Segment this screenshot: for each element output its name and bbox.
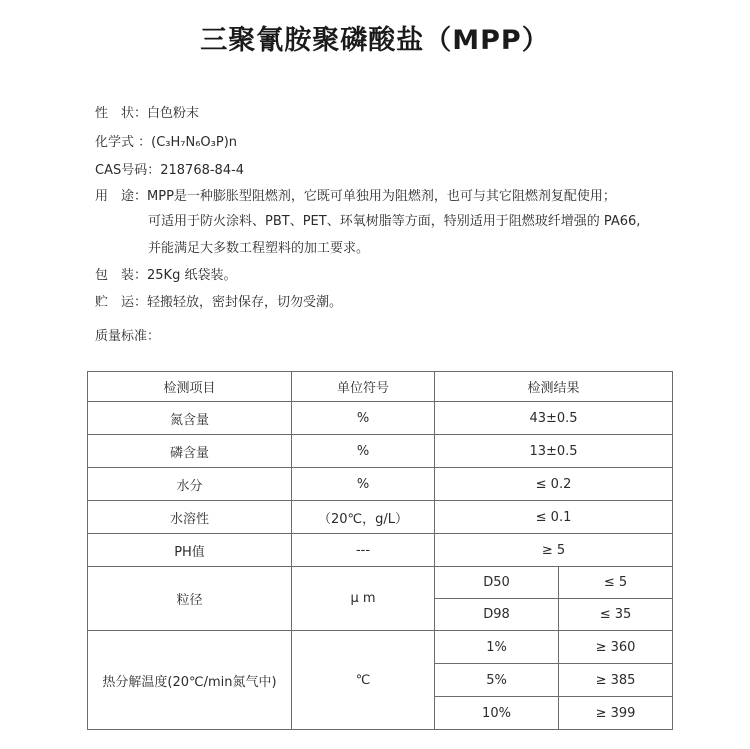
- page-title: 三聚氰胺聚磷酸盐（MPP）: [200, 25, 550, 56]
- sub-label-cell: D98: [435, 599, 559, 631]
- sub-value-cell: ≥ 360: [559, 631, 673, 664]
- item-cell: 磷含量: [88, 435, 292, 468]
- property-usage-line3: 并能满足大多数工程塑料的加工要求。: [148, 241, 370, 256]
- unit-cell: μ m: [292, 567, 435, 631]
- unit-cell: %: [292, 435, 435, 468]
- property-usage-line2: 可适用于防火涂料、PBT、PET、环氧树脂等方面，特别适用于阻燃玻纤增强的 PA66,: [148, 214, 641, 229]
- unit-cell: （20℃，g/L）: [292, 501, 435, 534]
- table-row: [88, 468, 673, 501]
- table-row: [88, 402, 673, 435]
- item-cell: 粒径: [88, 567, 292, 631]
- result-cell: ≥ 5: [435, 534, 673, 567]
- unit-cell: %: [292, 468, 435, 501]
- unit-cell: ℃: [292, 631, 435, 730]
- column-header: 检测结果: [435, 372, 673, 402]
- item-cell: 氮含量: [88, 402, 292, 435]
- sub-value-cell: ≤ 5: [559, 567, 673, 599]
- table-row: [88, 534, 673, 567]
- property-key: 贮 运：: [95, 295, 148, 310]
- unit-cell: %: [292, 402, 435, 435]
- sub-value-cell: ≤ 35: [559, 599, 673, 631]
- unit-cell: ---: [292, 534, 435, 567]
- sub-label-cell: D50: [435, 567, 559, 599]
- item-cell: PH值: [88, 534, 292, 567]
- sub-label-cell: 5%: [435, 664, 559, 697]
- property-appearance: [95, 105, 199, 123]
- property-key: 包 装：: [95, 268, 148, 283]
- property-value: 白色粉末: [147, 106, 200, 121]
- quality-table: [87, 371, 673, 730]
- table-row: [88, 567, 673, 599]
- sub-value-cell: ≥ 385: [559, 664, 673, 697]
- table-row: [88, 435, 673, 468]
- sub-label-cell: 1%: [435, 631, 559, 664]
- sub-label-cell: 10%: [435, 697, 559, 730]
- property-value: 轻搬轻放，密封保存，切勿受潮。: [147, 295, 343, 310]
- property-usage: [95, 188, 616, 206]
- property-key: CAS号码：: [95, 163, 161, 178]
- column-header: 检测项目: [88, 372, 292, 402]
- property-key: 化学式 ：: [95, 135, 152, 150]
- property-value: MPP是一种膨胀型阻燃剂，它既可单独用为阻燃剂，也可与其它阻燃剂复配使用；: [147, 189, 616, 204]
- item-cell: 热分解温度(20℃/min氮气中): [88, 631, 292, 730]
- column-header: 单位符号: [292, 372, 435, 402]
- item-cell: 水分: [88, 468, 292, 501]
- property-cas: [95, 162, 244, 180]
- sub-value-cell: ≥ 399: [559, 697, 673, 730]
- property-value: (C₃H₇N₆O₃P)n: [151, 135, 238, 150]
- quality-standard-label: 质量标准：: [95, 329, 161, 344]
- table-row: [88, 501, 673, 534]
- property-value: 25Kg 纸袋装。: [147, 268, 237, 283]
- property-key: 性 状：: [95, 106, 148, 121]
- result-cell: 43±0.5: [435, 402, 673, 435]
- result-cell: ≤ 0.1: [435, 501, 673, 534]
- table-header-row: [88, 372, 673, 402]
- property-key: 用 途：: [95, 189, 148, 204]
- result-cell: 13±0.5: [435, 435, 673, 468]
- property-formula: [95, 134, 237, 152]
- item-cell: 水溶性: [88, 501, 292, 534]
- property-value: 218768-84-4: [160, 163, 245, 178]
- result-cell: ≤ 0.2: [435, 468, 673, 501]
- property-transport: [95, 294, 342, 312]
- property-packaging: [95, 267, 236, 285]
- table-row: [88, 631, 673, 664]
